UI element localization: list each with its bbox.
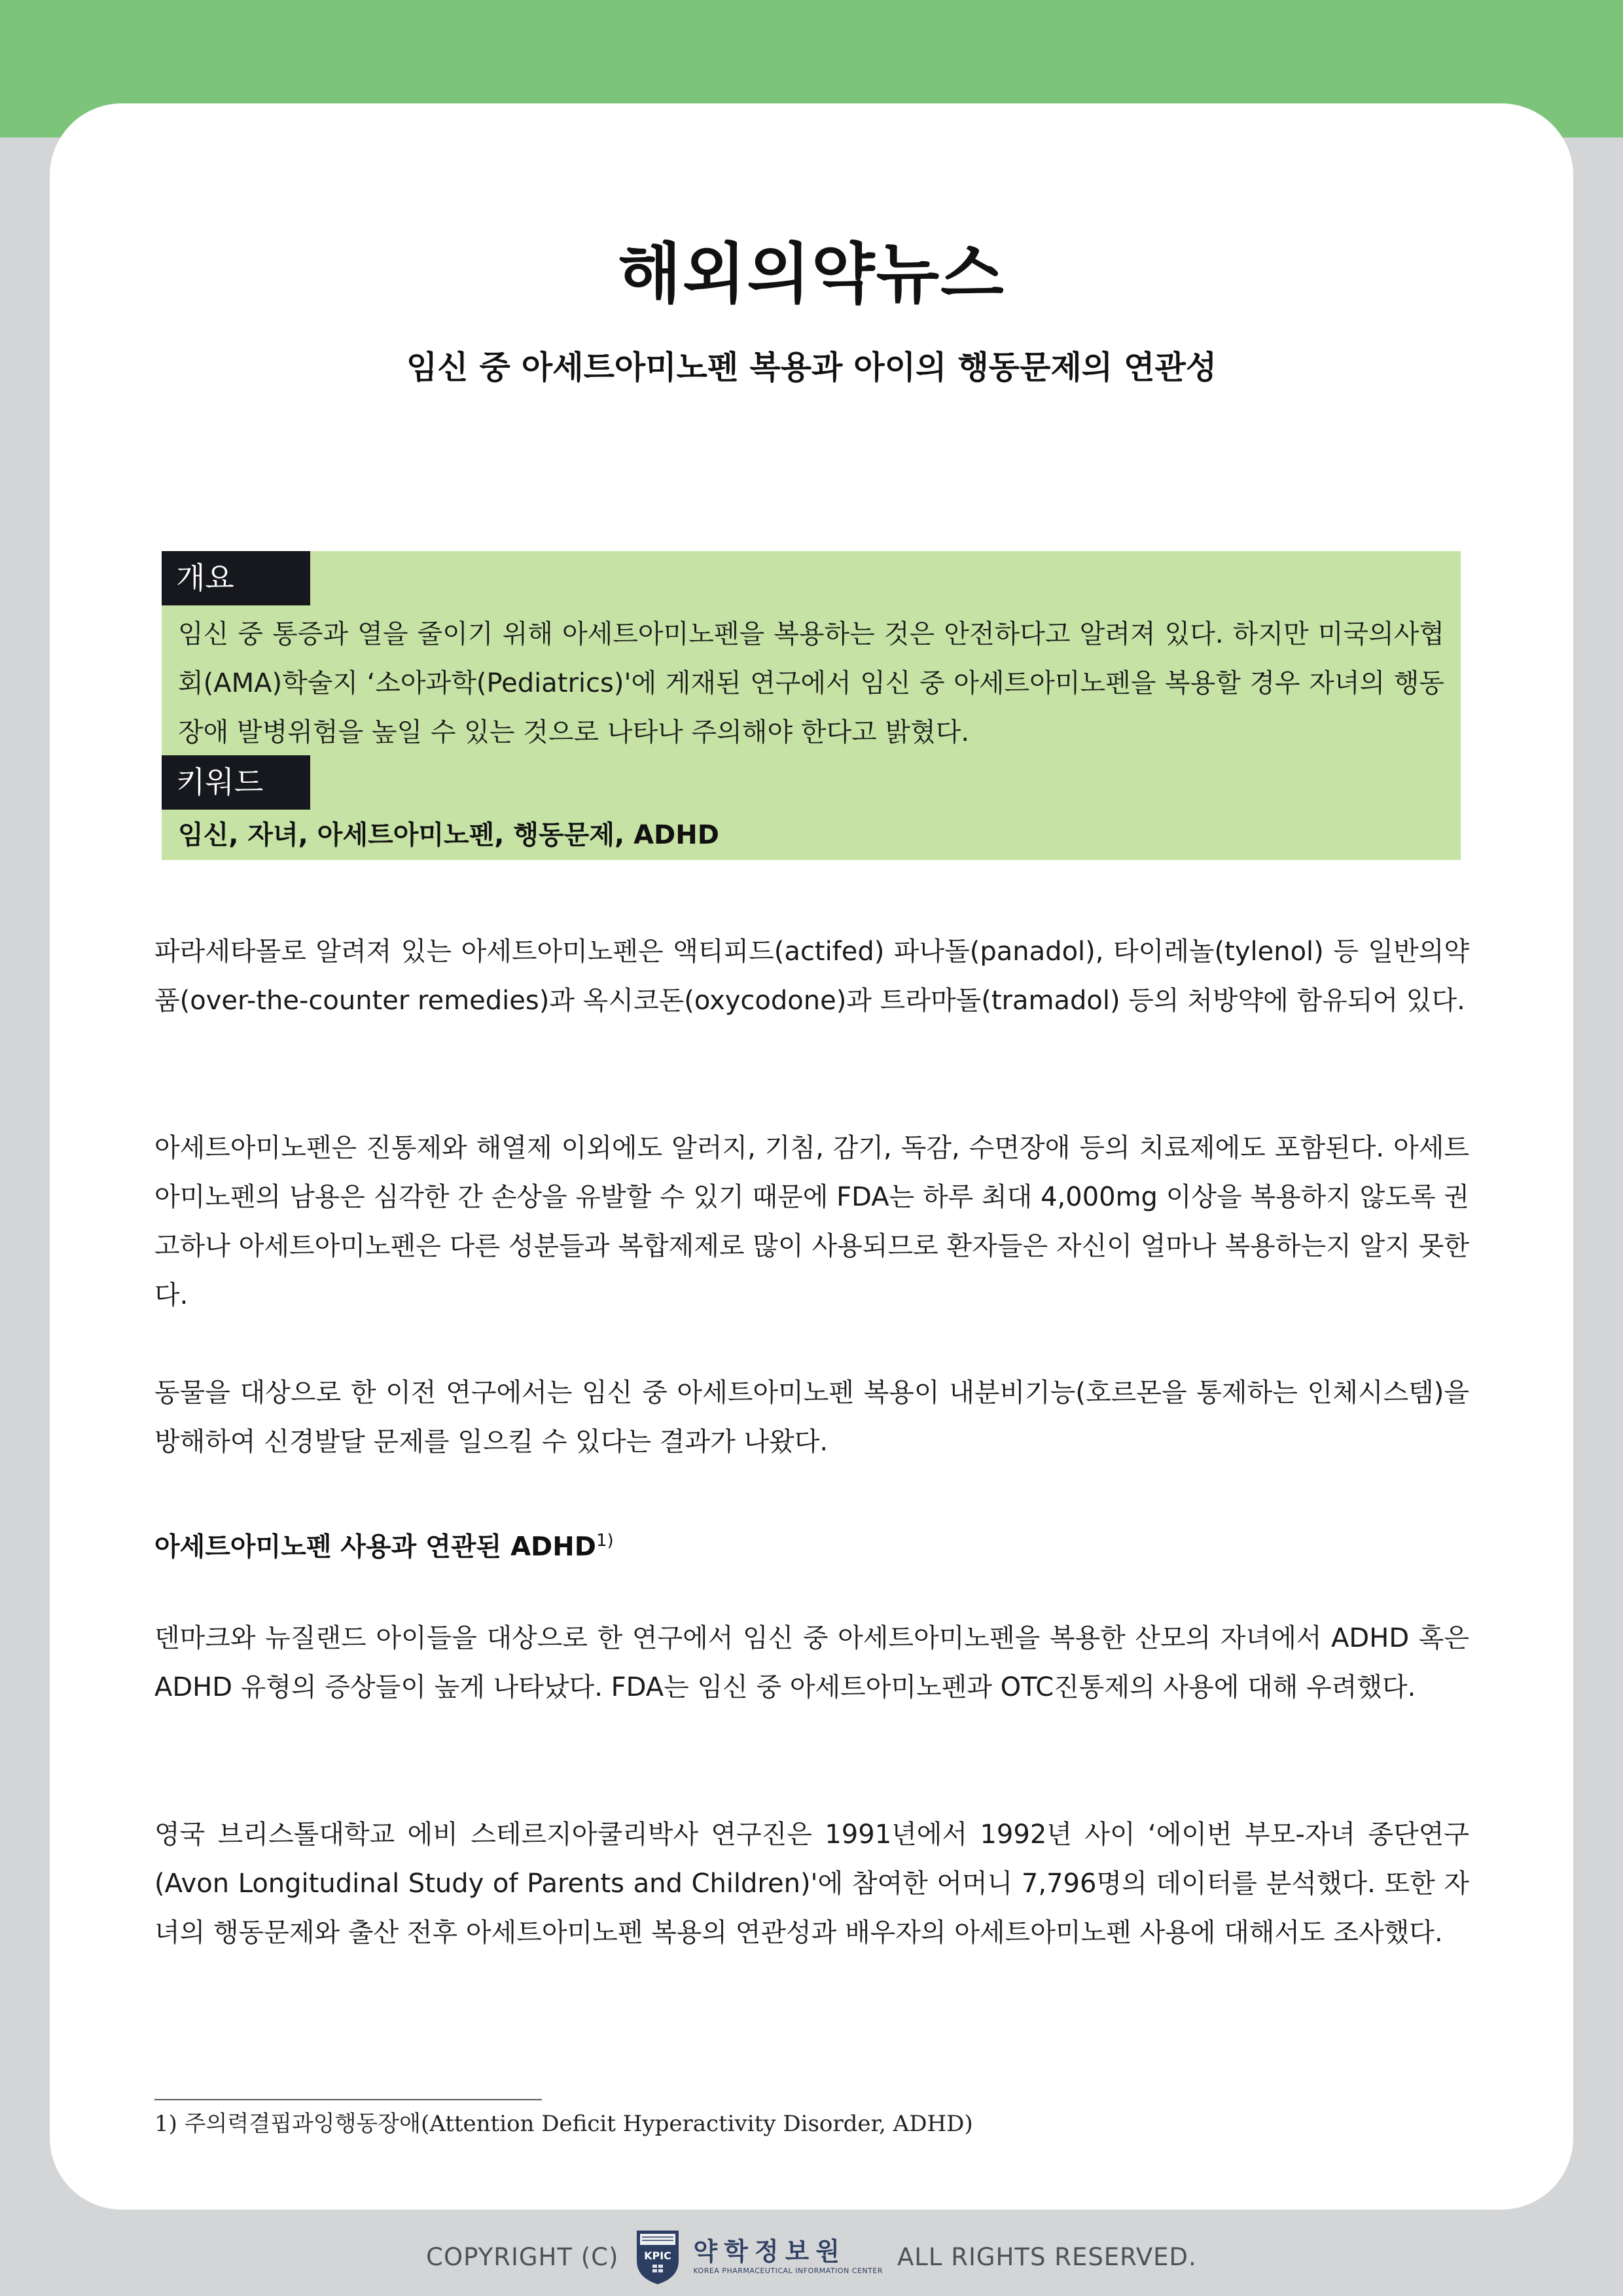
body-paragraph-2: 아세트아미노펜은 진통제와 해열제 이외에도 알러지, 기침, 감기, 독감, 수면장애 등의 치료제에도 포함된다. 아세트아미노펜의 남용은 심각한 간 손상을 유발할 수 있기 때문에 FDA는 하루 최대 4,000mg 이상을 복용하지 않도록 권고하나 아세트아미노펜은 다른 성분들과 복합제제로 많이 사용되므로 환자들은 자신이 얼마나 복용하는지 알지 못한다. xyxy=(154,1133,1469,1310)
overview-text: 임신 중 통증과 열을 줄이기 위해 아세트아미노펜을 복용하는 것은 안전하다고 알려져 있다. 하지만 미국의사협회(AMA)학술지 ‘소아과학(Pediatrics)'에 게재된 연구에서 임신 중 아세트아미노펜을 복용할 경우 자녀의 행동장애 발병위험을 높일 수 있는 것으로 나타나 주의해야 한다고 밝혔다. xyxy=(178,619,1444,747)
footnote-divider xyxy=(154,2099,542,2100)
copyright-suffix: ALL RIGHTS RESERVED. xyxy=(897,2242,1197,2271)
kpic-logo xyxy=(633,2227,883,2287)
body-paragraph-4: 덴마크와 뉴질랜드 아이들을 대상으로 한 연구에서 임신 중 아세트아미노펜을 복용한 산모의 자녀에서 ADHD 혹은 ADHD 유형의 증상들이 높게 나타났다. FDA는 임신 중 아세트아미노펜과 OTC진통제의 사용에 대해 우려했다. xyxy=(154,1623,1469,1702)
footnote-text: 1) 주의력결핍과잉행동장애(Attention Deficit Hyperactivity Disorder, ADHD) xyxy=(154,2111,973,2137)
body-paragraph-5: 영국 브리스톨대학교 에비 스테르지아쿨리박사 연구진은 1991년에서 1992년 사이 ‘에이번 부모-자녀 종단연구(Avon Longitudinal Study of Parents and Children)'에 참여한 어머니 7,796명의 데이터를 분석했다. 또한 자녀의 행동문제와 출산 전후 아세트아미노펜 복용의 연관성과 배우자의 아세트아미노펜 사용에 대해서도 조사했다. xyxy=(154,1820,1469,1948)
article-headline: 임신 중 아세트아미노펜 복용과 아이의 행동문제의 연관성 xyxy=(406,349,1217,386)
copyright-footer xyxy=(0,2225,1623,2288)
section-heading xyxy=(154,1521,614,1566)
section-heading-text: 아세트아미노펜 사용과 연관된 ADHD xyxy=(154,1532,596,1562)
logo-wordmark xyxy=(693,2237,883,2276)
footnote-reference: 1) xyxy=(596,1531,614,1551)
keywords-text: 임신, 자녀, 아세트아미노펜, 행동문제, ADHD xyxy=(178,820,719,850)
body-paragraph-3: 동물을 대상으로 한 이전 연구에서는 임신 중 아세트아미노펜 복용이 내분비기능(호르몬을 통제하는 인체시스템)을 방해하여 신경발달 문제를 일으킬 수 있다는 결과가 나왔다. xyxy=(154,1378,1469,1457)
page-title: 해외의약뉴스 xyxy=(618,236,1005,312)
keywords-label: 키워드 xyxy=(162,755,310,810)
body-paragraph-1: 파라세타몰로 알려져 있는 아세트아미노펜은 액티피드(actifed) 파나돌(panadol), 타이레놀(tylenol) 등 일반의약품(over-the-counter remedies)과 옥시코돈(oxycodone)과 트라마돌(tramadol) 등의 처방약에 함유되어 있다. xyxy=(154,937,1469,1016)
org-name-korean: 약학정보원 xyxy=(693,2237,846,2266)
emblem-text: KPIC xyxy=(644,2250,672,2262)
overview-label: 개요 xyxy=(162,551,310,605)
summary-box xyxy=(162,551,1461,860)
copyright-prefix: COPYRIGHT (C) xyxy=(426,2242,619,2271)
kpic-emblem-icon xyxy=(633,2227,683,2287)
org-name-english: KOREA PHARMACEUTICAL INFORMATION CENTER xyxy=(693,2267,883,2275)
